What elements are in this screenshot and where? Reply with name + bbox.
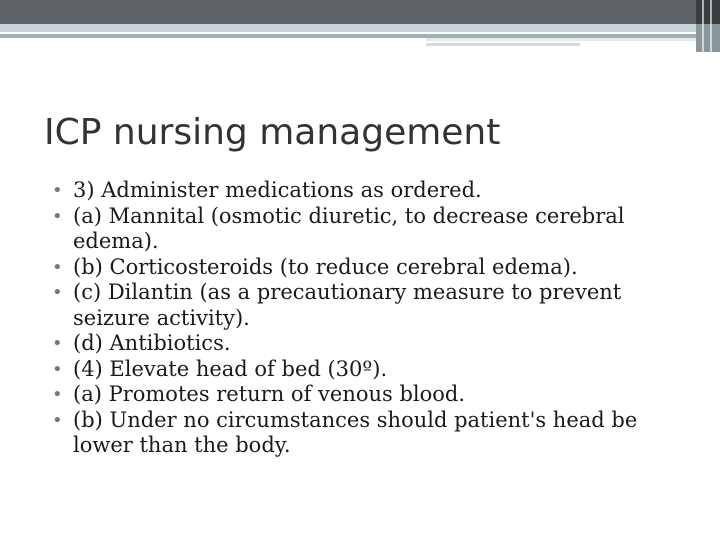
bullet-list bbox=[48, 178, 688, 459]
slide-title: ICP nursing management bbox=[44, 112, 501, 153]
header-corner-block bbox=[696, 0, 720, 52]
bullet-item: • (a) Promotes return of venous blood. bbox=[48, 382, 688, 408]
bullet-item: • (d) Antibiotics. bbox=[48, 331, 688, 357]
header-stripes bbox=[0, 24, 720, 50]
header-stripe bbox=[426, 43, 580, 46]
bullet-item: • (c) Dilantin (as a precautionary measure to prevent seizure activity). bbox=[48, 280, 688, 331]
header-stripe bbox=[426, 38, 696, 41]
bullet-item: • (b) Corticosteroids (to reduce cerebral edema). bbox=[48, 255, 688, 281]
bullet-item: • (a) Mannital (osmotic diuretic, to decrease cerebral edema). bbox=[48, 204, 688, 255]
corner-mid bbox=[696, 24, 720, 52]
corner-line bbox=[710, 0, 712, 52]
header-bar bbox=[0, 0, 720, 24]
bullet-item: • (b) Under no circumstances should patient's head be lower than the body. bbox=[48, 408, 688, 459]
corner-dark bbox=[696, 0, 720, 24]
corner-line bbox=[702, 0, 704, 52]
header-stripe bbox=[0, 24, 696, 32]
bullet-item: • 3) Administer medications as ordered. bbox=[48, 178, 688, 204]
bullet-item: • (4) Elevate head of bed (30º). bbox=[48, 357, 688, 383]
